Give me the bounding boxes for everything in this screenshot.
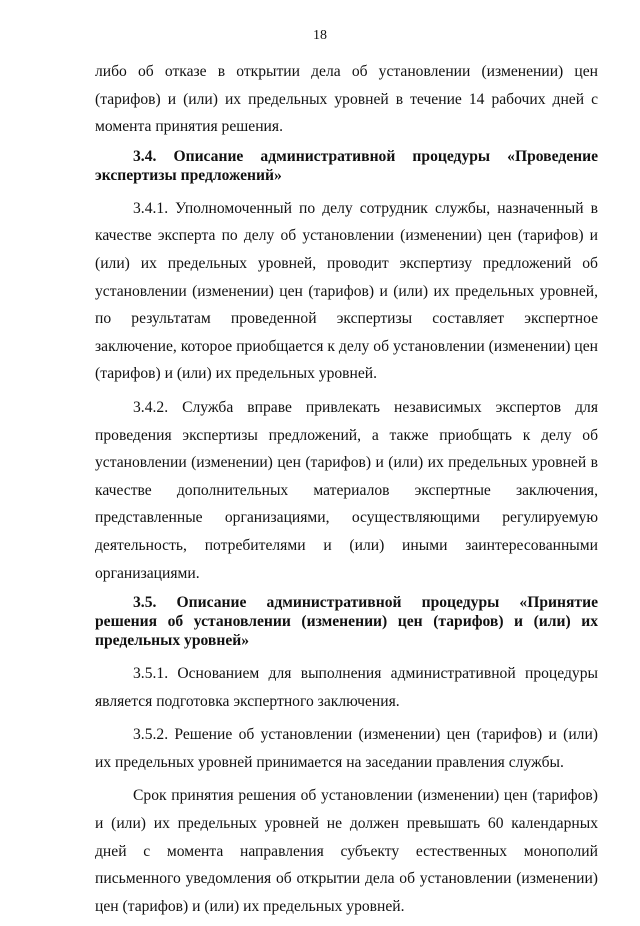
section-heading-3-5: 3.5. Описание административной процедуры «Принятие решения об установлении (изменении) цен (тарифов) и (или) их предельных уровней» xyxy=(95,594,598,650)
paragraph-3-4-2: 3.4.2. Служба вправе привлекать независимых экспертов для проведения экспертизы предложений, а также приобщать к делу об установлении (изменении) цен (тарифов) и (или) их предельных уровней в качестве дополнительных материалов экспертные заключения, представленные организациями, осуществляющими регулируемую деятельность, потребителями и (или) иными заинтересованными организациями. xyxy=(95,398,598,582)
document-body xyxy=(95,58,598,926)
paragraph-continuation: либо об отказе в открытии дела об установлении (изменении) цен (тарифов) и (или) их предельных уровней в течение 14 рабочих дней с момента принятия решения. xyxy=(95,63,598,136)
paragraph-3-4-1: 3.4.1. Уполномоченный по делу сотрудник службы, назначенный в качестве эксперта по делу об установлении (изменении) цен (тарифов) и (или) их предельных уровней, проводит экспертизу предложений об установлении (изменении) цен (тарифов) и (или) их предельных уровней, по результатам проведенной экспертизы составляет экспертное заключение, которое приобщается к делу об установлении (изменении) цен (тарифов) и (или) их предельных уровней. xyxy=(95,199,598,383)
paragraph-3-5-2: 3.5.2. Решение об установлении (изменении) цен (тарифов) и (или) их предельных уровней принимается на заседании правления службы. xyxy=(95,726,598,771)
paragraph-deadline: Срок принятия решения об установлении (изменении) цен (тарифов) и (или) их предельных уровней не должен превышать 60 календарных дней с момента направления субъекту естественных монополий письменного уведомления об открытии дела об установлении (изменении) цен (тарифов) и (или) их предельных уровней. xyxy=(95,787,598,915)
paragraph-3-5-1: 3.5.1. Основанием для выполнения административной процедуры является подготовка экспертного заключения. xyxy=(95,665,598,710)
page-number: 18 xyxy=(313,28,327,43)
section-heading-3-4: 3.4. Описание административной процедуры «Проведение экспертизы предложений» xyxy=(95,147,598,184)
